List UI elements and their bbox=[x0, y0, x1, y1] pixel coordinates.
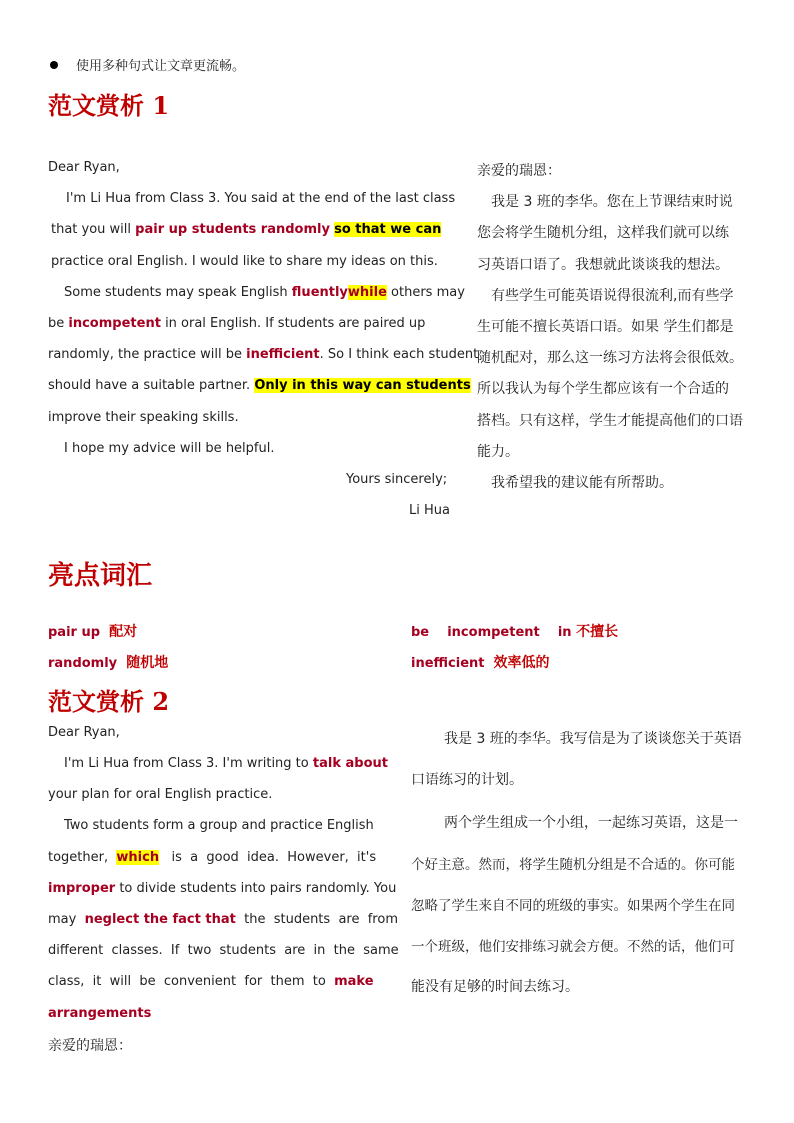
letter-line: your plan for oral English practice. bbox=[48, 787, 273, 802]
letter-line: Some students may speak English fluentlywhile others may bbox=[64, 285, 465, 300]
closing: Yours sincerely; bbox=[346, 472, 448, 487]
salutation: Dear Ryan, bbox=[48, 160, 120, 175]
translation-line: 我希望我的建议能有所帮助。 bbox=[491, 475, 673, 491]
key-phrase: arrangements bbox=[48, 1006, 152, 1021]
translation-line: 习英语口语了。我想就此谈谈我的想法。 bbox=[477, 257, 729, 273]
letter-line: Two students form a group and practice English bbox=[64, 818, 374, 833]
highlight-phrase: which bbox=[116, 850, 160, 865]
translation-line: 我是 3 班的李华。您在上节课结束时说 bbox=[491, 194, 733, 210]
letter-line: that you will pair up students randomly so that we can bbox=[51, 222, 442, 237]
translation-line: 有些学生可能英语说得很流利,而有些学 bbox=[491, 288, 734, 304]
highlight-phrase: so that we can bbox=[334, 222, 442, 237]
translation-line: 所以我认为每个学生都应该有一个合适的 bbox=[477, 381, 729, 397]
translation-line: 一个班级，他们安排练习就会方便。不然的话，他们可 bbox=[411, 939, 735, 955]
vocab-item: pair up 配对 bbox=[48, 624, 138, 640]
translation-line: 两个学生组成一个小组，一起练习英语，这是一 bbox=[444, 815, 738, 831]
salutation: Dear Ryan, bbox=[48, 725, 120, 740]
key-phrase: pair up students randomly bbox=[135, 222, 330, 237]
translation-line: 个好主意。然而，将学生随机分组是不合适的。你可能 bbox=[411, 857, 735, 873]
translation-line: 忽略了学生来自不同的班级的事实。如果两个学生在同 bbox=[411, 898, 735, 914]
vocab-title: 亮点词汇 bbox=[48, 561, 153, 591]
translation-line: 口语练习的计划。 bbox=[411, 772, 523, 788]
letter-line: together, which is a good idea. However, it's bbox=[48, 850, 377, 865]
vocab-item: inefficient 效率低的 bbox=[411, 655, 550, 671]
bullet-dot-icon bbox=[50, 61, 58, 69]
translation-line: 搭档。只有这样，学生才能提高他们的口语 bbox=[477, 413, 743, 429]
section1-title: 范文赏析 1 bbox=[48, 91, 170, 120]
letter-line: may neglect the fact that the students are from bbox=[48, 912, 398, 927]
letter-line: improve their speaking skills. bbox=[48, 410, 239, 425]
signature: Li Hua bbox=[409, 503, 450, 518]
letter-line: randomly, the practice will be inefficient. So I think each student bbox=[48, 347, 479, 362]
key-phrase: neglect the fact that bbox=[84, 912, 236, 927]
key-phrase: inefficient bbox=[246, 347, 320, 362]
key-phrase: make bbox=[334, 974, 374, 989]
letter-line: practice oral English. I would like to share my ideas on this. bbox=[51, 254, 438, 269]
key-phrase: talk about bbox=[312, 756, 388, 771]
letter-line: be incompetent in oral English. If students are paired up bbox=[48, 316, 426, 331]
section2-title: 范文赏析 2 bbox=[48, 687, 170, 716]
letter-line: I'm Li Hua from Class 3. I'm writing to talk about bbox=[64, 756, 388, 771]
letter-line: different classes. If two students are in the same bbox=[48, 943, 399, 958]
translation-line: 亲爱的瑞恩： bbox=[477, 163, 561, 179]
translation-line: 能没有足够的时间去练习。 bbox=[411, 979, 579, 995]
bullet-line bbox=[50, 55, 245, 74]
translation-line: 随机配对，那么这一练习方法将会很低效。 bbox=[477, 350, 743, 366]
bullet-text: 使用多种句式让文章更流畅。 bbox=[76, 59, 246, 74]
highlight-phrase: while bbox=[347, 285, 387, 300]
translation-line: 亲爱的瑞恩： bbox=[48, 1038, 132, 1054]
vocab-item: be incompetent in 不擅长 bbox=[411, 624, 619, 640]
letter-line: should have a suitable partner. Only in this way can students bbox=[48, 378, 471, 393]
letter-line: I hope my advice will be helpful. bbox=[64, 441, 275, 456]
translation-line: 您会将学生随机分组，这样我们就可以练 bbox=[477, 225, 729, 241]
key-phrase: incompetent bbox=[68, 316, 161, 331]
key-phrase: improper bbox=[48, 881, 116, 896]
letter-line: improper to divide students into pairs randomly. You bbox=[48, 881, 397, 896]
key-phrase: fluently bbox=[291, 285, 348, 300]
translation-line: 我是 3 班的李华。我写信是为了谈谈您关于英语 bbox=[444, 731, 742, 747]
translation-line: 生可能不擅长英语口语。如果 学生们都是 bbox=[477, 319, 734, 335]
translation-line: 能力。 bbox=[477, 444, 519, 460]
vocab-item: randomly 随机地 bbox=[48, 655, 169, 671]
letter-line: class, it will be convenient for them to make bbox=[48, 974, 374, 989]
highlight-phrase: Only in this way can students bbox=[254, 378, 471, 393]
letter-line: I'm Li Hua from Class 3. You said at the end of the last class bbox=[66, 191, 456, 206]
